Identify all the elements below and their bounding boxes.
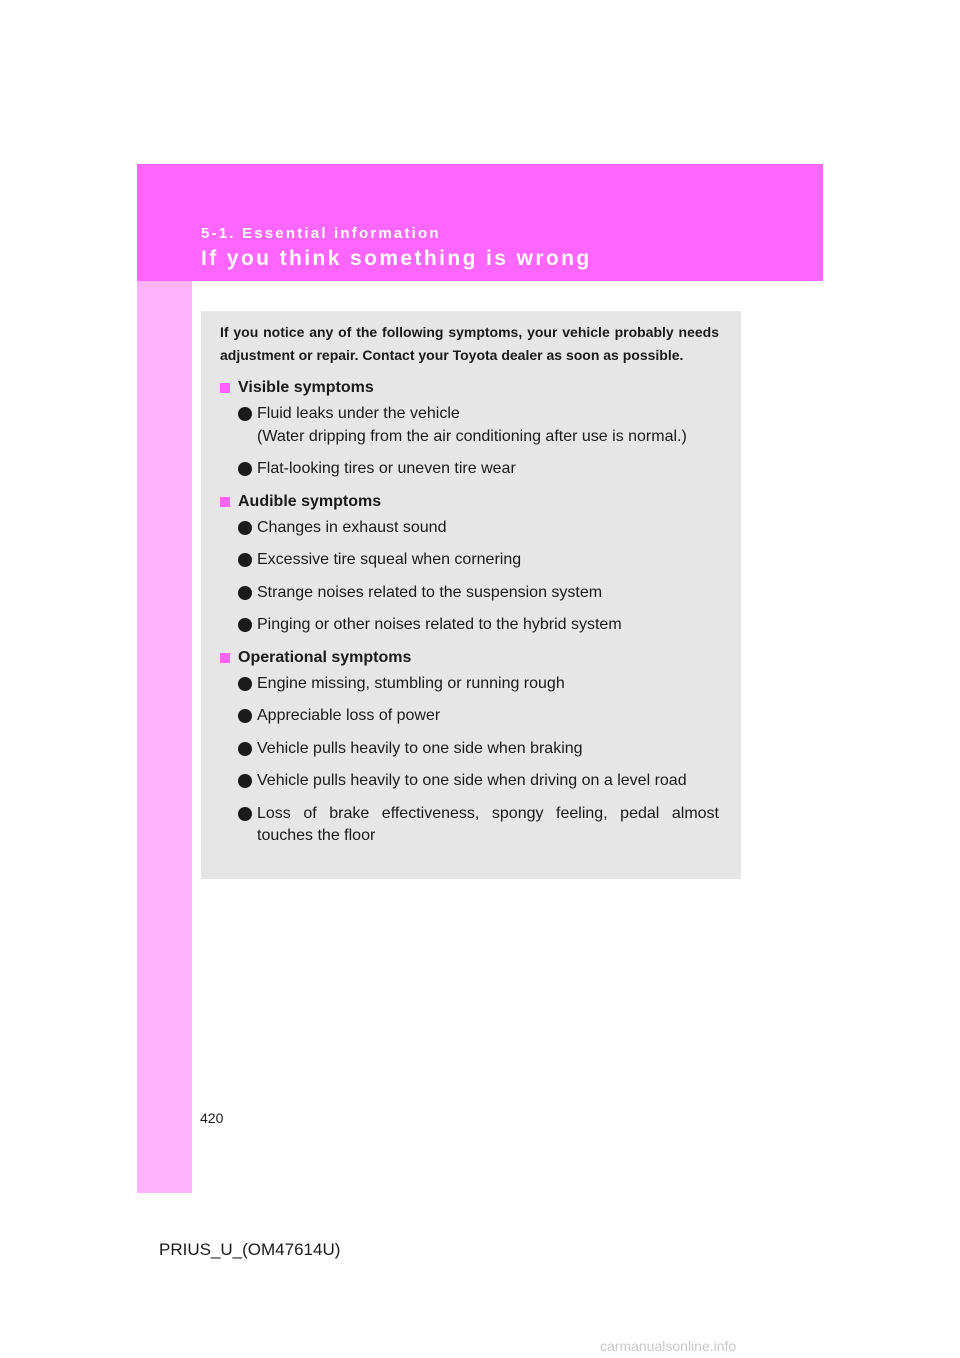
circle-bullet-icon [238, 407, 252, 421]
square-bullet-icon [220, 383, 230, 393]
circle-bullet-icon [238, 807, 252, 821]
list-item [220, 458, 719, 481]
list-item [220, 517, 719, 540]
section-heading-label: Operational symptoms [238, 648, 412, 666]
list-item-text: Strange noises related to the suspension system [257, 583, 603, 601]
circle-bullet-icon [238, 586, 252, 600]
list-item-text: Vehicle pulls heavily to one side when braking [257, 739, 583, 757]
list-item [220, 705, 719, 728]
page-number: 420 [200, 1110, 224, 1126]
intro-text: If you notice any of the following symptoms, your vehicle probably needs adjustment or repair. Contact your Toyota dealer as soon as possible. [220, 324, 719, 363]
list-item-text: Pinging or other noises related to the hybrid system [257, 616, 622, 633]
list-item-text: Vehicle pulls heavily to one side when driving on a level road [257, 772, 687, 789]
section-heading [220, 377, 719, 399]
symptom-list [220, 403, 719, 481]
list-item [220, 673, 719, 696]
symptom-list [220, 517, 719, 637]
circle-bullet-icon [238, 521, 252, 535]
list-item [220, 738, 719, 761]
circle-bullet-icon [238, 462, 252, 476]
list-item-text: Excessive tire squeal when cornering [257, 551, 522, 568]
section-heading-label: Audible symptoms [238, 492, 382, 510]
list-item [220, 582, 719, 605]
list-item-text: Appreciable loss of power [257, 707, 441, 724]
square-bullet-icon [220, 497, 230, 507]
list-item [220, 549, 719, 572]
list-item-text: Flat-looking tires or uneven tire wear [257, 460, 516, 477]
list-item [220, 403, 719, 448]
document-code: PRIUS_U_(OM47614U) [159, 1240, 341, 1259]
section-heading [220, 647, 719, 669]
list-item [220, 614, 719, 637]
section-visible-symptoms [220, 377, 719, 481]
section-operational-symptoms [220, 647, 719, 848]
symptoms-box [201, 311, 741, 879]
circle-bullet-icon [238, 677, 252, 691]
list-item-text: Changes in exhaust sound [257, 518, 447, 536]
list-item [220, 770, 719, 793]
circle-bullet-icon [238, 742, 252, 756]
page-title: If you think something is wrong [201, 247, 592, 270]
list-item-text: Loss of brake effectiveness, spongy feeling, pedal almost touches the floor [257, 804, 719, 844]
list-item-text: Engine missing, stumbling or running rough [257, 674, 565, 692]
watermark: carmanualsonline.info [600, 1338, 737, 1354]
list-item-text: Fluid leaks under the vehicle (Water dripping from the air conditioning after use is normal.) [257, 405, 687, 445]
square-bullet-icon [220, 653, 230, 663]
list-item [220, 803, 719, 848]
section-heading-label: Visible symptoms [238, 379, 374, 396]
circle-bullet-icon [238, 709, 252, 723]
circle-bullet-icon [238, 618, 252, 632]
section-audible-symptoms [220, 491, 719, 637]
circle-bullet-icon [238, 774, 252, 788]
side-strip [137, 281, 192, 1193]
section-label: 5-1. Essential information [201, 225, 441, 242]
circle-bullet-icon [238, 553, 252, 567]
section-heading [220, 491, 719, 513]
symptom-list [220, 673, 719, 848]
